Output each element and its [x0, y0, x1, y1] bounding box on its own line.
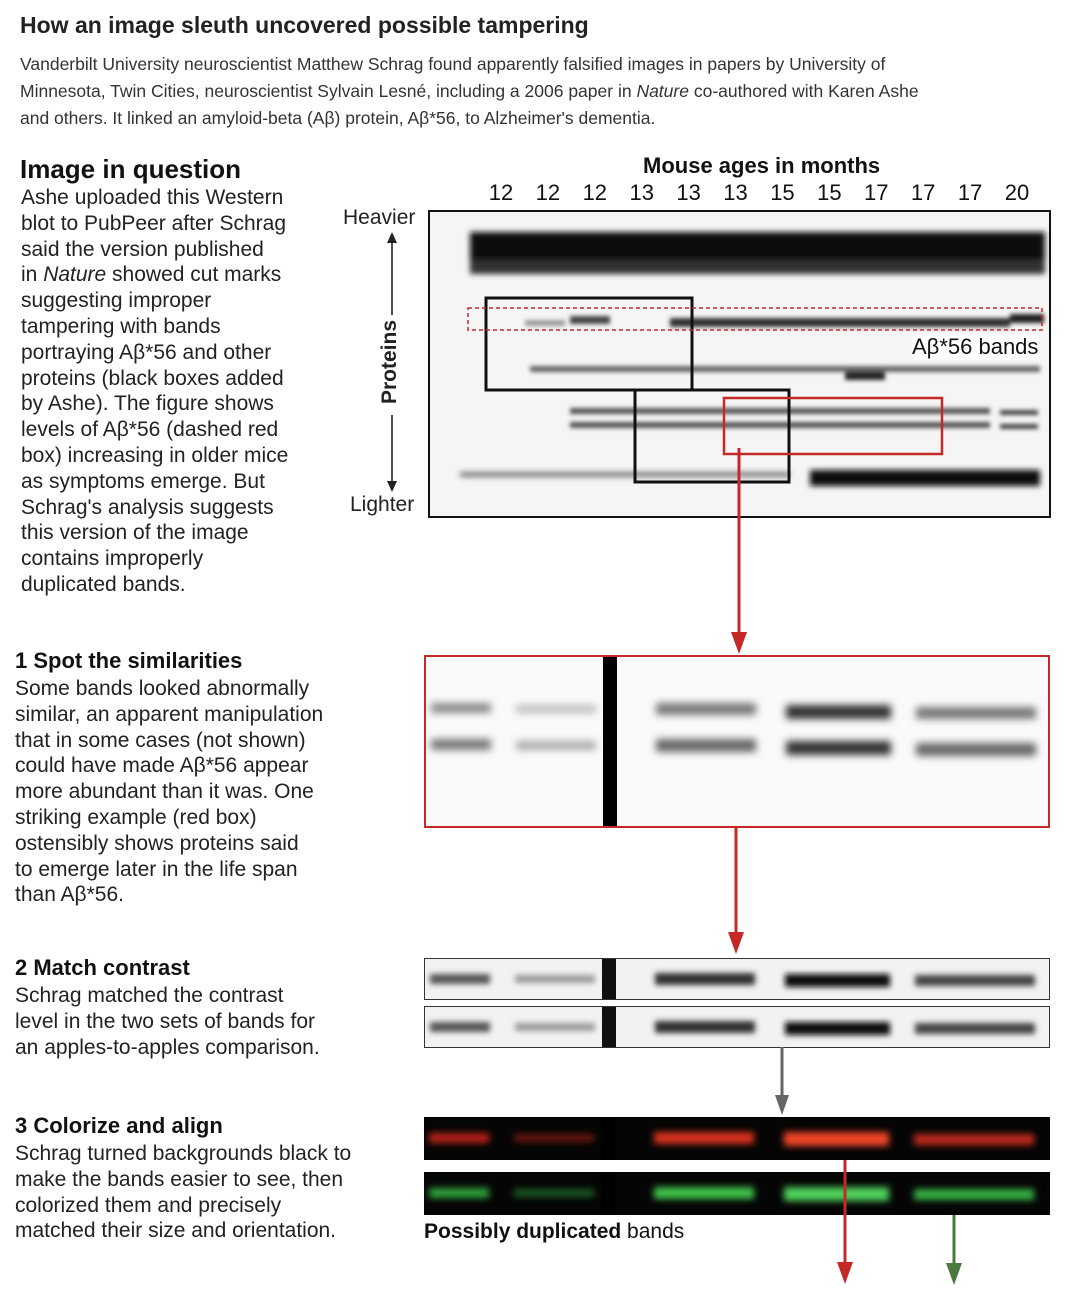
zoomed-bands-panel	[424, 655, 1050, 828]
section-heading-image: Image in question	[20, 154, 242, 184]
ab56-bands	[525, 314, 1044, 327]
age-label: 17	[910, 180, 936, 205]
step-1-text: Some bands looked abnormally similar, an apparent manipulation that in some cases (not shown) could have made Aβ*56 appear more abundant than it was. One striking example (red box) ostensibly shows proteins said to emerge later in the life span than Aβ*56.	[15, 677, 324, 907]
red-arrow-to-step2	[725, 828, 747, 958]
age-label: 12	[535, 180, 561, 205]
proteins-label: Proteins	[378, 319, 401, 405]
age-label: 13	[723, 180, 748, 205]
intro-line-2: Minnesota, Twin Cities, neuroscientist Sylvain Lesné, including a 2006 paper in Nature co-authored with Karen Ashe	[20, 81, 919, 101]
intro-line-1: Vanderbilt University neuroscientist Matthew Schrag found apparently falsified images in papers by University of	[20, 54, 886, 74]
step-1-heading: 1 Spot the similarities	[15, 648, 243, 673]
ages-title: Mouse ages in months	[643, 153, 881, 178]
contrast-strip-bottom	[424, 1006, 1050, 1048]
colorized-strip-green	[424, 1172, 1050, 1215]
heavy-bands	[470, 232, 1045, 274]
step-2-text: Schrag matched the contrast level in the two sets of bands for an apples-to-apples comparison.	[15, 984, 320, 1059]
red-arrow-final	[834, 1160, 856, 1288]
heavier-label: Heavier	[343, 206, 416, 229]
age-label: 17	[864, 180, 889, 205]
zoomed-bands-svg	[426, 657, 1048, 826]
colorized-caption: Possibly duplicated bands	[424, 1220, 685, 1243]
step-3-text: Schrag turned backgrounds black to make the bands easier to see, then colorized them and precisely matched their size and orientation.	[15, 1142, 352, 1243]
image-description: Ashe uploaded this Western blot to PubPeer after Schrag said the version published in Nature showed cut marks suggesting improper tampering with bands portraying Aβ*56 and other proteins (black boxes added by Ashe). The figure shows levels of Aβ*56 (dashed red box) increasing in older mice as symptoms emerge. But Schrag's analysis suggests this version of the image contains improperly duplicated bands.	[21, 186, 289, 596]
colorized-strip-red	[424, 1117, 1050, 1160]
age-label: 15	[770, 180, 795, 205]
ashe-black-box	[486, 298, 692, 390]
light-bands	[460, 470, 1040, 486]
journal-name: Nature	[636, 81, 689, 101]
page-title: How an image sleuth uncovered possible tampering	[20, 12, 589, 38]
ab56-bands-label: Aβ*56 bands	[912, 334, 1039, 359]
age-label: 12	[488, 180, 514, 205]
contrast-strip-top	[424, 958, 1050, 1000]
age-label: 13	[676, 180, 701, 205]
green-arrow-final	[943, 1215, 965, 1288]
intro-line-3: and others. It linked an amyloid-beta (Aβ) protein, Aβ*56, to Alzheimer's dementia.	[20, 108, 656, 128]
ashe-black-box	[635, 390, 789, 482]
step-3-heading: 3 Colorize and align	[15, 1113, 223, 1138]
intro-paragraph	[20, 51, 1050, 132]
ages-row	[478, 180, 1040, 206]
step-2-heading: 2 Match contrast	[15, 955, 190, 980]
gray-arrow-to-step3	[771, 1047, 793, 1117]
red-arrow-to-step1	[728, 448, 750, 658]
age-label: 13	[629, 180, 654, 205]
age-label: 15	[817, 180, 842, 205]
age-label: 20	[1004, 180, 1030, 205]
age-label: 12	[582, 180, 608, 205]
lighter-label: Lighter	[350, 493, 415, 516]
age-label: 17	[957, 180, 983, 205]
